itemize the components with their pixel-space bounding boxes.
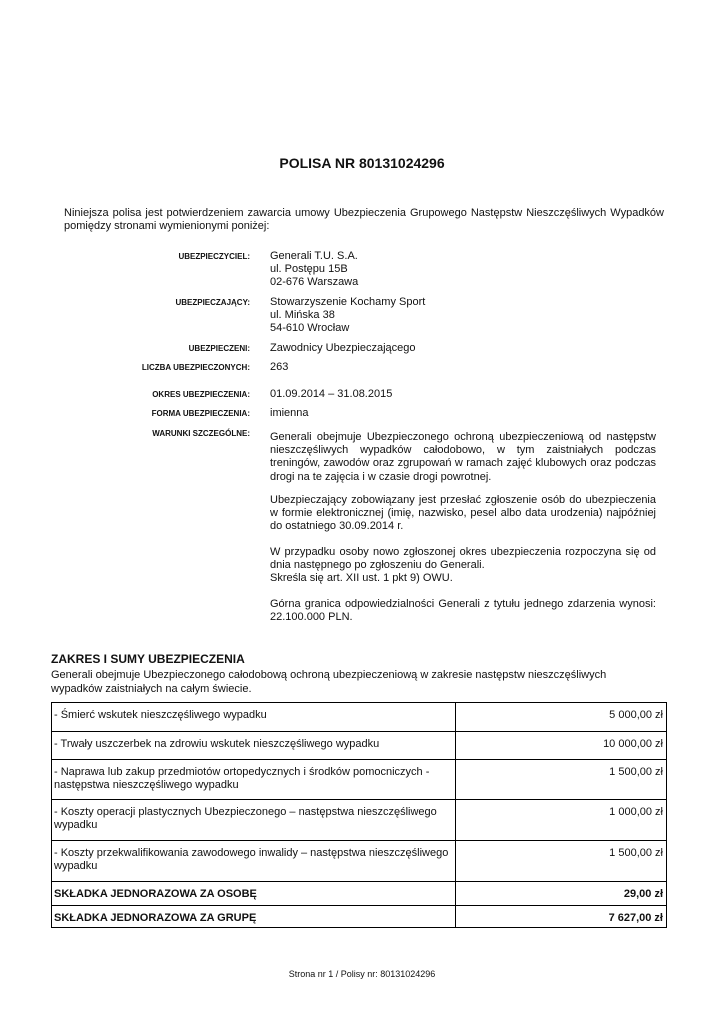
form-value: imienna (270, 407, 309, 419)
coverage-amount: 10 000,00 zł (456, 732, 667, 760)
premium-group-row (52, 906, 667, 928)
table-row (52, 732, 667, 760)
scope-text: Generali obejmuje Ubezpieczonego całodobową ochroną ubezpieczeniową w zakresie następstw nieszczęśliwych wypadków zaistniałych na całym świecie. (51, 669, 607, 695)
premium-person-row (52, 882, 667, 906)
premium-group-value: 7 627,00 zł (456, 906, 667, 928)
table-row (52, 703, 667, 732)
table-row (52, 841, 667, 882)
policyholder-street: ul. Mińska 38 (270, 309, 335, 322)
intro-paragraph: Niniejsza polisa jest potwierdzeniem zawarcia umowy Ubezpieczenia Grupowego Następstw Nieszczęśliwych Wypadków pomiędzy stronami wymienionymi poniżej: (64, 207, 664, 232)
coverage-amount: 1 500,00 zł (456, 760, 667, 800)
coverage-desc: - Koszty operacji plastycznych Ubezpieczonego – następstwa nieszczęśliwego wypadku (52, 800, 456, 841)
period-label: OKRES UBEZPIECZENIA: (152, 390, 250, 399)
conditions-label: WARUNKI SZCZEGÓLNE: (152, 429, 250, 438)
insurer-label: UBEZPIECZYCIEL: (178, 252, 250, 261)
sums-table (51, 702, 667, 928)
insurer-city: 02-676 Warszawa (270, 276, 359, 289)
coverage-amount: 1 500,00 zł (456, 841, 667, 882)
scope-title: ZAKRES I SUMY UBEZPIECZENIA (51, 652, 245, 666)
policyholder-label: UBEZPIECZAJĄCY: (175, 298, 250, 307)
coverage-desc: - Trwały uszczerbek na zdrowiu wskutek nieszczęśliwego wypadku (52, 732, 456, 760)
insured-count-value: 263 (270, 361, 289, 373)
page-footer: Strona nr 1 / Polisy nr: 80131024296 (288, 969, 436, 979)
coverage-desc: - Śmierć wskutek nieszczęśliwego wypadku (52, 703, 456, 732)
condition-4: Skreśla się art. XII ust. 1 pkt 9) OWU. (270, 572, 453, 584)
period-value: 01.09.2014 – 31.08.2015 (270, 388, 393, 400)
form-label: FORMA UBEZPIECZENIA: (151, 409, 250, 418)
policyholder-name: Stowarzyszenie Kochamy Sport (270, 296, 426, 308)
coverage-amount: 1 000,00 zł (456, 800, 667, 841)
insurer-street: ul. Postępu 15B (270, 263, 348, 276)
insured-label: UBEZPIECZENI: (188, 344, 250, 353)
condition-5: Górna granica odpowiedzialności Generali z tytułu jednego zdarzenia wynosi: 22.100.000 PLN. (270, 598, 656, 624)
policyholder-city: 54-610 Wrocław (270, 322, 350, 335)
condition-3: W przypadku osoby nowo zgłoszonej okres ubezpieczenia rozpoczyna się od dnia następnego po zgłoszeniu do Generali. (270, 546, 656, 572)
policyholder-value (270, 296, 656, 336)
premium-group-label: SKŁADKA JEDNORAZOWA ZA GRUPĘ (52, 906, 456, 928)
table-row (52, 760, 667, 800)
coverage-desc: - Koszty przekwalifikowania zawodowego inwalidy – następstwa nieszczęśliwego wypadku (52, 841, 456, 882)
insured-count-label: LICZBA UBEZPIECZONYCH: (141, 363, 250, 372)
policy-title: POLISA NR 80131024296 (279, 155, 445, 171)
insured-value: Zawodnicy Ubezpieczającego (270, 342, 416, 354)
premium-person-label: SKŁADKA JEDNORAZOWA ZA OSOBĘ (52, 882, 456, 906)
condition-1: Generali obejmuje Ubezpieczonego ochroną ubezpieczeniową od następstw nieszczęśliwych wypadków całodobowo, w tym zaistniałych podczas treningów, zawodów oraz zgrupowań w ramach zajęć klubowych oraz podczas drogi na te zajęcia i w czasie drogi powrotnej. (270, 431, 656, 483)
premium-person-value: 29,00 zł (456, 882, 667, 906)
table-row (52, 800, 667, 841)
insurer-name: Generali T.U. S.A. (270, 250, 358, 262)
coverage-amount: 5 000,00 zł (456, 703, 667, 732)
insurer-value (270, 250, 656, 290)
condition-2: Ubezpieczający zobowiązany jest przesłać zgłoszenie osób do ubezpieczenia w formie elektronicznej (imię, nazwisko, pesel albo data urodzenia) najpóźniej do ostatniego 30.09.2014 r. (270, 494, 656, 533)
coverage-desc: - Naprawa lub zakup przedmiotów ortopedycznych i środków pomocniczych - następstwa nieszczęśliwego wypadku (52, 760, 456, 800)
